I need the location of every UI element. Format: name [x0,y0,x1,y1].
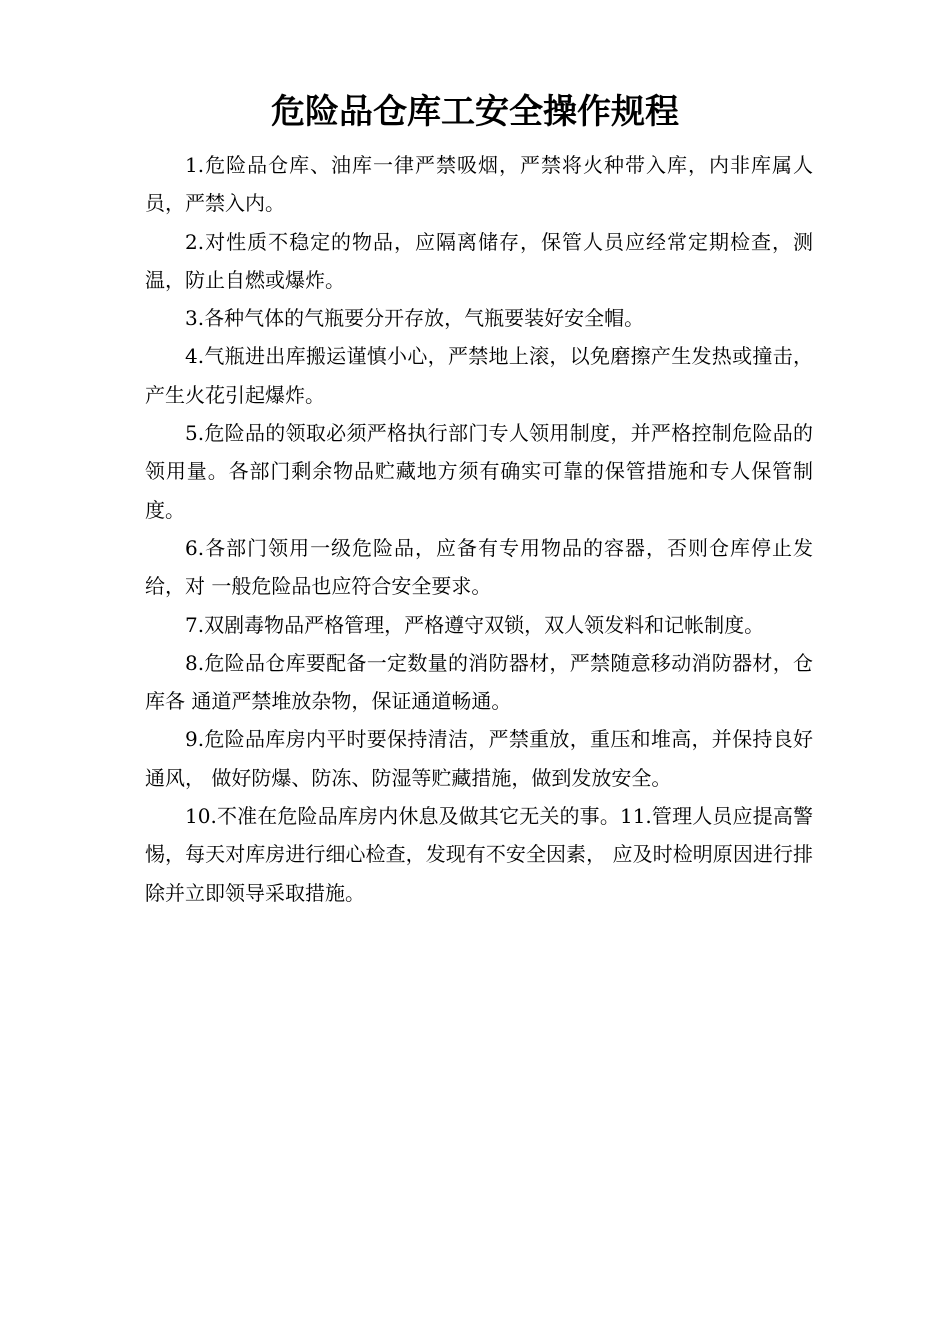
document-body [145,146,813,912]
paragraph-10: 10.不准在危险品库房内休息及做其它无关的事。11.管理人员应提高警惕，每天对库房进行细心检查，发现有不安全因素， 应及时检明原因进行排除并立即领导采取措施。 [145,804,813,905]
paragraph-5: 5.危险品的领取必须严格执行部门专人领用制度，并严格控制危险品的领用量。各部门剩余物品贮藏地方须有确实可靠的保管措施和专人保管制度。 [145,421,813,522]
paragraph-6: 6.各部门领用一级危险品，应备有专用物品的容器，否则仓库停止发给，对 一般危险品也应符合安全要求。 [145,535,813,599]
paragraph-7: 7.双剧毒物品严格管理，严格遵守双锁，双人领发料和记帐制度。 [185,612,765,637]
paragraph-8: 8.危险品仓库要配备一定数量的消防器材，严禁随意移动消防器材，仓库各 通道严禁堆放杂物，保证通道畅通。 [145,650,813,714]
paragraph-2: 2.对性质不稳定的物品，应隔离储存，保管人员应经常定期检查，测温，防止自燃或爆炸。 [145,229,813,292]
paragraph-9: 9.危险品库房内平时要保持清洁，严禁重放，重压和堆高，并保持良好通风， 做好防爆、防冻、防湿等贮藏措施，做到发放安全。 [145,727,813,790]
paragraph-3: 3.各种气体的气瓶要分开存放，气瓶要装好安全帽。 [185,306,645,331]
paragraph-1: 1.危险品仓库、油库一律严禁吸烟，严禁将火种带入库，内非库属人员，严禁入内。 [145,153,813,216]
paragraph-4: 4.气瓶进出库搬运谨慎小心，严禁地上滚，以免磨擦产生发热或撞击，产生火花引起爆炸。 [145,344,813,407]
document-title: 危险品仓库工安全操作规程 [271,92,679,132]
